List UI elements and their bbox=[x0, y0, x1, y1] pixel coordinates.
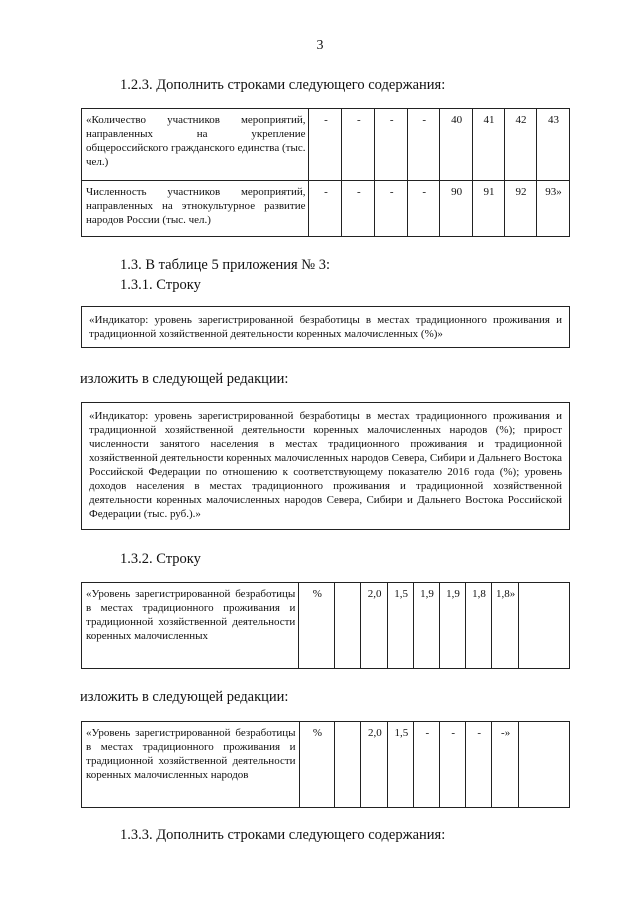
row-value: 1,5 bbox=[388, 583, 414, 669]
paragraph-1-3-1: 1.3.1. Строку bbox=[120, 277, 201, 293]
row-value: 92 bbox=[505, 181, 537, 237]
row-value: 2,0 bbox=[361, 722, 388, 808]
row-value: 41 bbox=[473, 109, 505, 181]
row-value: 93» bbox=[536, 181, 569, 237]
row-value: 90 bbox=[440, 181, 473, 237]
paragraph-edit-2: изложить в следующей редакции: bbox=[80, 689, 289, 705]
row-value bbox=[335, 583, 361, 669]
indicator-new-box: «Индикатор: уровень зарегистрированной безработицы в местах традиционного проживания и традиционной хозяйственной деятельности коренных малочисленных народов (%); прирост численности занятого населения в местах традиционного проживания и традиционной хозяйственной деятельности коренных малочисленных народов Севера, Сибири и Дальнего Востока Российской Федерации по отношению к соответствующему показателю 2016 года (%); уровень доходов населения в местах традиционного проживания и традиционной хозяйственной деятельности коренных малочисленных народов Севера, Сибири и Дальнего Востока Российской Федерации (тыс. руб.).» bbox=[81, 402, 570, 530]
table-unemployment-old bbox=[81, 582, 570, 669]
row-label: «Уровень зарегистрированной безработицы в местах традиционного проживания и традиционной хозяйственной деятельности коренных малочисленных bbox=[82, 583, 299, 669]
table-unemployment-new bbox=[81, 721, 570, 808]
row-value: - bbox=[309, 109, 342, 181]
row-value: 1,8 bbox=[465, 583, 491, 669]
row-value: 40 bbox=[440, 109, 473, 181]
paragraph-1-2-3: 1.2.3. Дополнить строками следующего содержания: bbox=[120, 77, 446, 93]
row-value: - bbox=[414, 722, 440, 808]
row-value: 1,9 bbox=[414, 583, 440, 669]
row-value: 43 bbox=[536, 109, 569, 181]
row-value: - bbox=[440, 722, 466, 808]
row-value bbox=[519, 583, 570, 669]
row-unit: % bbox=[299, 722, 335, 808]
row-value: 91 bbox=[473, 181, 505, 237]
row-value: - bbox=[408, 109, 440, 181]
row-value: 1,9 bbox=[440, 583, 466, 669]
table-row bbox=[82, 109, 570, 181]
indicator-old-box: «Индикатор: уровень зарегистрированной безработицы в местах традиционного проживания и традиционной хозяйственной деятельности коренных малочисленных (%)» bbox=[81, 306, 570, 348]
row-value: - bbox=[408, 181, 440, 237]
table-row bbox=[82, 181, 570, 237]
row-value: 2,0 bbox=[361, 583, 388, 669]
table-row bbox=[82, 722, 570, 808]
row-label: Численность участников мероприятий, направленных на этнокультурное развитие народов России (тыс. чел.) bbox=[82, 181, 309, 237]
row-value: - bbox=[375, 109, 408, 181]
page-number: 3 bbox=[316, 38, 324, 53]
row-unit: % bbox=[299, 583, 335, 669]
row-value bbox=[519, 722, 570, 808]
table-participants bbox=[81, 108, 570, 237]
row-label: «Количество участников мероприятий, направленных на укрепление общероссийского гражданского единства (тыс. чел.) bbox=[82, 109, 309, 181]
paragraph-1-3-2: 1.3.2. Строку bbox=[120, 551, 201, 567]
row-value: 42 bbox=[505, 109, 537, 181]
row-value: - bbox=[309, 181, 342, 237]
row-value: - bbox=[342, 109, 375, 181]
paragraph-1-3-3: 1.3.3. Дополнить строками следующего содержания: bbox=[120, 827, 446, 843]
paragraph-1-3: 1.3. В таблице 5 приложения № 3: bbox=[120, 257, 331, 273]
paragraph-edit-1: изложить в следующей редакции: bbox=[80, 371, 289, 387]
row-value: - bbox=[466, 722, 492, 808]
row-value: - bbox=[375, 181, 408, 237]
row-value: - bbox=[342, 181, 375, 237]
row-value: 1,8» bbox=[491, 583, 518, 669]
row-value: 1,5 bbox=[388, 722, 414, 808]
row-label: «Уровень зарегистрированной безработицы в местах традиционного проживания и традиционной хозяйственной деятельности коренных малочисленных народов bbox=[82, 722, 300, 808]
row-value bbox=[335, 722, 361, 808]
row-value: -» bbox=[492, 722, 519, 808]
table-row bbox=[82, 583, 570, 669]
